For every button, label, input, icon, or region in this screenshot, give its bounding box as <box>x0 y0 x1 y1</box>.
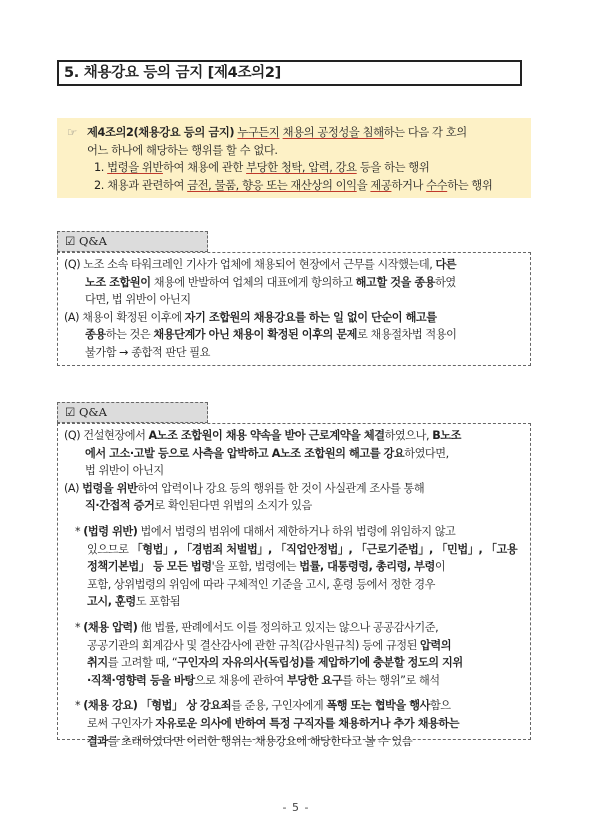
bold-text: 압력의 <box>420 638 452 652</box>
bold-text: 법령을 위반 <box>82 481 138 495</box>
text: 하는 행위 <box>447 178 493 192</box>
page-number: - 5 - <box>282 801 310 814</box>
text: 채용에 반발하여 업체의 대표에게 항의하고 <box>150 275 356 289</box>
summary-line-2: 어느 하나에 해당하는 행위를 할 수 없다. <box>87 143 278 157</box>
text: 하였으나, <box>384 429 433 442</box>
bold-text: 자기 조합원의 채용강요를 하는 일 없이 단순이 해고를 <box>184 310 437 324</box>
answer-line: 불가함 → 종합적 판단 필요 <box>85 345 210 359</box>
text: 하여 채용에 관한 <box>162 161 247 174</box>
text: 공공기관의 회계감사 및 결산감사에 관한 규칙(감사원규칙) 등에 규정된 <box>87 638 421 652</box>
bold-text: B노조 <box>432 429 462 442</box>
bold-text: 채용단계가 아닌 채용이 확정된 이후의 문제 <box>153 328 358 342</box>
section-title: 5. 채용강요 등의 금지 [제4조의2] <box>57 60 522 86</box>
note-line: 포함, 상위법령의 위임에 따라 구체적인 기준을 고시, 훈령 등에서 정한 경우 <box>87 577 435 591</box>
note-line <box>64 672 526 690</box>
note-line <box>64 637 526 655</box>
answer-line <box>64 497 526 515</box>
text: 등을 하는 행위 <box>356 161 430 174</box>
bold-text: 취지 <box>87 656 108 670</box>
text: 他 법률, 판례에서도 이를 정의하고 있지는 않으나 공공감사기준, <box>137 620 439 634</box>
bold-text: 노조 조합원이 <box>85 275 151 289</box>
text: 을 <box>356 178 371 192</box>
underlined-text: 누구든지 <box>237 126 280 139</box>
qa-tab-1: ☑ Q&A <box>57 231 208 252</box>
asterisk: * <box>75 699 84 713</box>
text: 하거나 <box>391 178 427 192</box>
question-line <box>64 274 526 292</box>
bold-text: 자유로운 의사에 반하여 특정 구직자를 채용하거나 추가 채용하는 <box>155 716 460 730</box>
bold-text: 「형법」 상 강요죄 <box>140 699 232 713</box>
text: 를 준용, 구인자에게 <box>231 699 327 713</box>
question-line <box>64 445 526 463</box>
note-hiring-coercion <box>64 697 526 715</box>
text: 를 초래하였다면 이러한 행위는 채용강요에 해당한다고 볼 수 있음 <box>107 734 413 748</box>
bold-text: 「형법」, 「경범죄 처벌법」, 「직업안정법」, 「근로기준법」, 「민법」, 「고용 <box>131 542 518 556</box>
text: (A) <box>64 481 83 495</box>
bold-text: A노조 조합원이 채용 약속을 받아 근로계약을 체결 <box>148 429 385 442</box>
bold-text: 구인자의 자유의사(독립성)를 제압하기에 충분할 정도의 지위 <box>177 656 463 670</box>
text: 하는 것은 <box>105 328 154 342</box>
text: 로 채용절차법 적용이 <box>357 328 457 342</box>
note-line <box>64 733 526 751</box>
text: 하여 압력이나 강요 등의 행위를 한 것이 사실관계 조사를 통해 <box>137 481 425 495</box>
text: (Q) 노조 소속 타워크레인 기사가 업체에 채용되어 현장에서 근무를 시작했는데, <box>64 258 436 271</box>
bold-text: 법률, 대통령령, 총리령, 부령 <box>299 560 435 574</box>
bold-text: 고시, 훈령 <box>87 595 136 609</box>
underlined-text: 채용의 공정성을 침해 <box>282 126 384 139</box>
note-line <box>64 593 526 611</box>
bold-text: (채용 강요) <box>83 699 138 713</box>
text: '을 포함, 법령에는 <box>211 560 300 574</box>
note-line <box>64 715 526 733</box>
text: 로써 구인자가 <box>87 716 156 730</box>
bold-text: 부당한 요구 <box>286 673 343 687</box>
bold-text: ·직책·영향력 등을 바탕 <box>87 673 195 687</box>
answer-line <box>64 480 526 498</box>
text: 하였 <box>435 275 456 289</box>
bold-text: 해고할 것을 종용 <box>355 275 436 289</box>
summary-item-2 <box>67 177 523 195</box>
text: 으로 채용에 관하여 <box>194 673 287 687</box>
underlined-text: 수수 <box>426 178 448 192</box>
bold-text: (법령 위반) <box>83 524 138 538</box>
law-summary-box <box>57 118 531 198</box>
answer-line <box>64 309 526 327</box>
summary-line-1 <box>67 124 523 142</box>
text: 1. <box>94 161 108 174</box>
question-line <box>64 256 526 274</box>
text: 하는 다음 각 호의 <box>383 126 467 139</box>
text: 를 하는 행위”로 해석 <box>342 673 440 687</box>
question-line: 다면, 법 위반이 아닌지 <box>85 293 191 307</box>
text: 로 확인된다면 위법의 소지가 있음 <box>154 499 312 513</box>
underlined-text: 부당한 청탁, 압력, 강요 <box>246 161 357 174</box>
asterisk: * <box>75 620 84 634</box>
text: (Q) 건설현장에서 <box>64 429 149 442</box>
bold-text: 직·간접적 증거 <box>85 499 155 513</box>
bold-text: 정책기본법」 등 모든 법령 <box>87 560 212 574</box>
text: 이 <box>434 560 446 574</box>
note-hiring-pressure <box>64 619 526 637</box>
text: 2. 채용과 관련하여 <box>94 178 188 192</box>
underlined-text: 법령을 위반 <box>107 161 163 174</box>
note-line <box>64 541 526 559</box>
asterisk: * <box>75 524 84 538</box>
text: (A) 채용이 확정된 이후에 <box>64 310 185 324</box>
question-line: 법 위반이 아닌지 <box>85 464 164 478</box>
article-heading: 제4조의2(채용강요 등의 금지) <box>87 126 235 139</box>
text: 하였다면, <box>404 446 449 460</box>
underlined-text: 제공 <box>370 178 392 192</box>
summary-item-1 <box>67 159 523 177</box>
answer-line <box>64 326 526 344</box>
qa-box-1 <box>57 252 531 366</box>
note-line <box>64 654 526 672</box>
qa-box-2 <box>57 423 531 748</box>
text: 도 포함됨 <box>135 595 181 609</box>
note-line <box>64 558 526 576</box>
text: 를 고려할 때, “ <box>107 656 178 670</box>
text: 함으 <box>429 699 451 713</box>
bold-text: 종용 <box>85 328 106 342</box>
qa-tab-2: ☑ Q&A <box>57 402 208 423</box>
bold-text: 폭행 또는 협박을 행사 <box>326 699 430 713</box>
text: 있으므로 <box>87 542 132 556</box>
bold-text: 에서 고소·고발 등으로 사측을 압박하고 A노조 조합원의 해고를 강요 <box>85 446 405 460</box>
pointing-hand-icon: ☞ <box>67 126 77 139</box>
bold-text: 다른 <box>435 258 457 271</box>
note-law-violation <box>64 523 526 541</box>
text: 법에서 법령의 범위에 대해서 제한하거나 하위 법령에 위임하지 않고 <box>137 524 456 538</box>
bold-text: (채용 압력) <box>83 620 138 634</box>
question-line <box>64 427 526 445</box>
bold-text: 결과 <box>87 734 108 748</box>
underlined-text: 금전, 물품, 향응 또는 재산상의 이익 <box>187 178 357 192</box>
